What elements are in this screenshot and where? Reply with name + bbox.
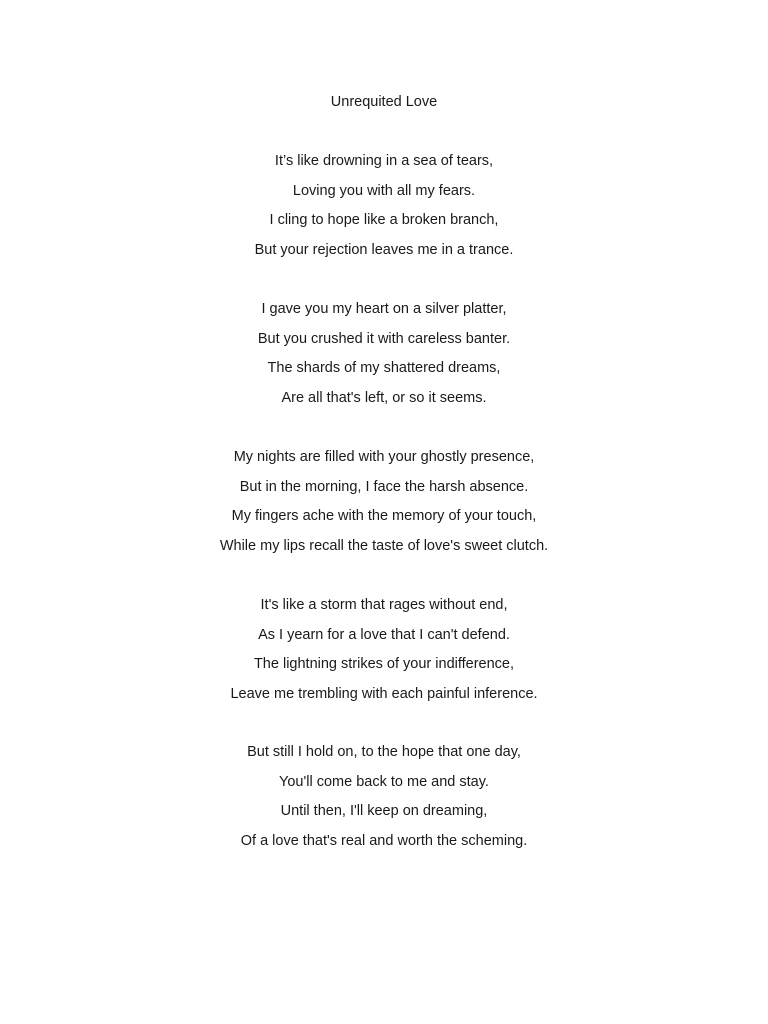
poem-line: Leave me trembling with each painful inference. <box>230 685 538 702</box>
poem-line: Until then, I'll keep on dreaming, <box>280 803 488 820</box>
stanza-4 <box>0 595 768 713</box>
poem-line: But still I hold on, to the hope that one day, <box>247 744 521 760</box>
poem-line: I gave you my heart on a silver platter, <box>261 301 507 317</box>
poem-line: But in the morning, I face the harsh absence. <box>239 478 529 495</box>
poem-line: The shards of my shattered dreams, <box>267 360 501 377</box>
poem-title: Unrequited Love <box>330 94 438 110</box>
poem-line: Are all that's left, or so it seems. <box>281 389 487 406</box>
poem-line: But your rejection leaves me in a trance. <box>254 241 514 258</box>
poem-line: My nights are filled with your ghostly presence, <box>233 449 535 465</box>
poem-line: But you crushed it with careless banter. <box>257 330 511 347</box>
poem-line: The lightning strikes of your indifference, <box>253 656 515 673</box>
poem-line: I cling to hope like a broken branch, <box>269 212 499 229</box>
stanza-5 <box>0 742 768 860</box>
poem-line: Loving you with all my fears. <box>292 182 476 199</box>
poem-line: As I yearn for a love that I can't defend. <box>258 626 510 643</box>
poem-line: It’s like drowning in a sea of tears, <box>274 153 494 169</box>
poem-line: Of a love that's real and worth the scheming. <box>240 832 528 849</box>
stanza-3 <box>0 447 768 565</box>
poem-line: My fingers ache with the memory of your touch, <box>231 508 537 525</box>
stanza-1 <box>0 151 768 269</box>
poem-line: You'll come back to me and stay. <box>279 773 489 790</box>
stanza-2 <box>0 299 768 417</box>
poem-line: It's like a storm that rages without end, <box>260 597 508 613</box>
poem-line: While my lips recall the taste of love's sweet clutch. <box>219 537 549 554</box>
